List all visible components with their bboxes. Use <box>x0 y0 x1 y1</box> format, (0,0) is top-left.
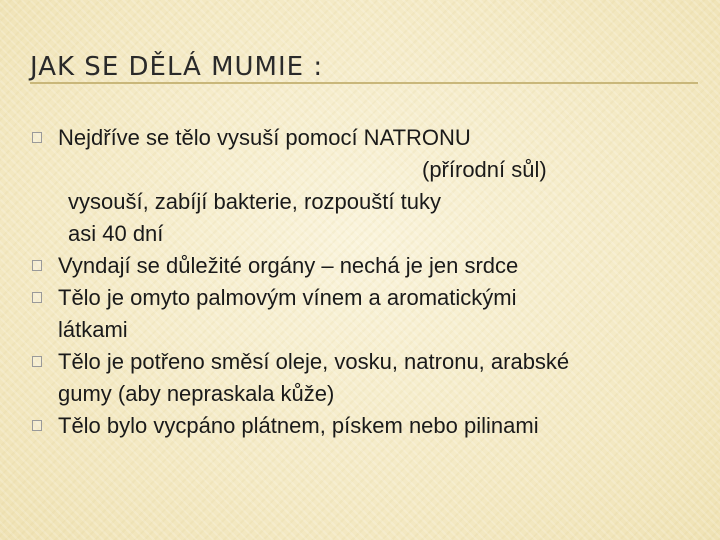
bullet-1-line-1: Nejdříve se tělo vysuší pomocí NATRONU <box>58 125 471 150</box>
bullet-4-line-2: gumy (aby nepraskala kůže) <box>58 381 335 406</box>
bullet-4-line-1: Tělo je potřeno směsí oleje, vosku, natronu, arabské <box>58 349 570 374</box>
bullet-1-line-2: (přírodní sůl) <box>422 157 547 182</box>
bullet-item-2 <box>32 250 702 282</box>
slide-title: JAK SE DĚLÁ MUMIE : <box>30 52 324 82</box>
bullet-item-1 <box>32 122 702 250</box>
bullet-item-3 <box>32 282 702 346</box>
bullet-box-icon <box>32 132 42 143</box>
bullet-3-line-2: látkami <box>58 317 128 342</box>
bullet-list <box>32 122 702 442</box>
bullet-5-line-1: Tělo bylo vycpáno plátnem, pískem nebo pilinami <box>58 413 539 438</box>
bullet-2-line-1: Vyndají se důležité orgány – nechá je jen srdce <box>58 253 519 278</box>
bullet-3-line-1: Tělo je omyto palmovým vínem a aromatickými <box>58 285 517 310</box>
bullet-box-icon <box>32 356 42 367</box>
bullet-box-icon <box>32 420 42 431</box>
bullet-box-icon <box>32 292 42 303</box>
bullet-box-icon <box>32 260 42 271</box>
bullet-item-5 <box>32 410 702 442</box>
bullet-1-line-4: asi 40 dní <box>68 221 164 246</box>
bullet-item-4 <box>32 346 702 410</box>
title-underline <box>30 82 698 84</box>
bullet-1-line-3: vysouší, zabíjí bakterie, rozpouští tuky <box>68 189 441 214</box>
